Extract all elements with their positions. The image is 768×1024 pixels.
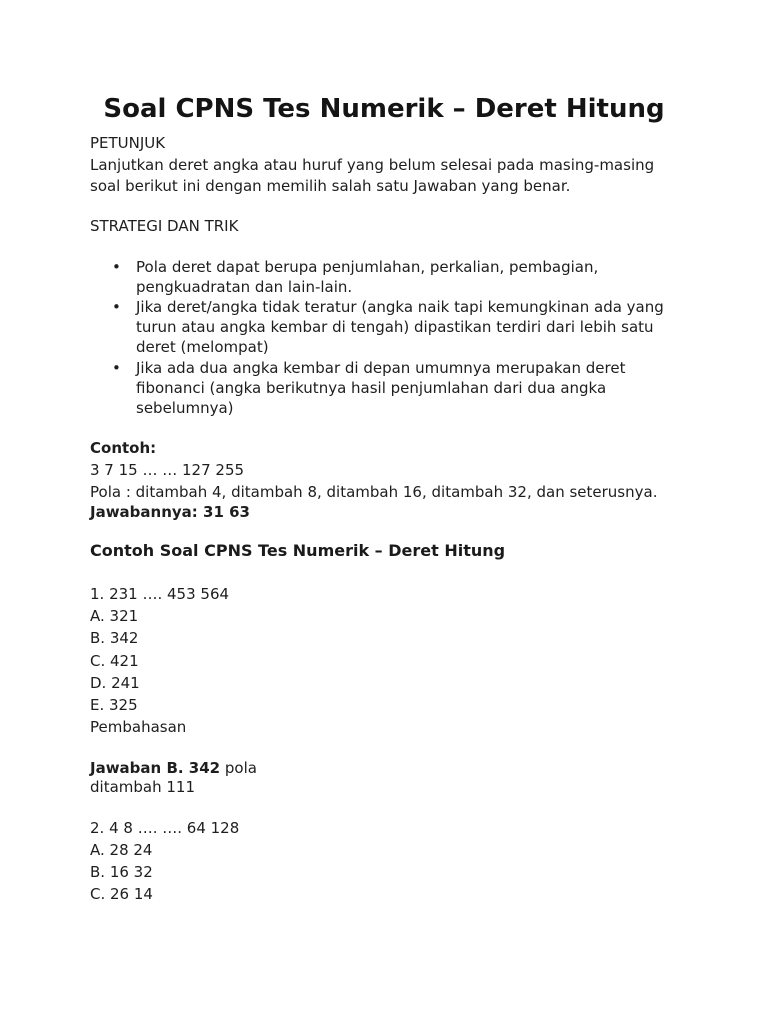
bullet-line: deret (melompat) [136, 338, 269, 356]
bullet-dot: • [112, 258, 121, 276]
answer-bold: Jawaban B. 342 [90, 759, 221, 777]
question-option: C. 26 14 [90, 885, 153, 903]
contoh-heading: Contoh: [90, 439, 157, 457]
question-option: B. 16 32 [90, 863, 153, 881]
bullet-line: turun atau angka kembar di tengah) dipastikan terdiri dari lebih satu [136, 318, 654, 336]
bullet-line: Jika deret/angka tidak teratur (angka naik tapi kemungkinan ada yang [136, 298, 664, 316]
question-text: 1. 231 …. 453 564 [90, 585, 230, 603]
petunjuk-line: soal berikut ini dengan memilih salah satu Jawaban yang benar. [90, 177, 571, 195]
page-title: Soal CPNS Tes Numerik – Deret Hitung [103, 94, 665, 124]
answer-explanation: ditambah 111 [90, 778, 195, 796]
answer-line [90, 758, 257, 778]
bullet-line: Jika ada dua angka kembar di depan umumnya merupakan deret [136, 359, 626, 377]
question-option: C. 421 [90, 652, 139, 670]
bullet-dot: • [112, 298, 121, 316]
strategi-heading: STRATEGI DAN TRIK [90, 217, 239, 235]
question-option: D. 241 [90, 674, 140, 692]
question-option: A. 28 24 [90, 841, 153, 859]
question-text: 2. 4 8 …. …. 64 128 [90, 819, 240, 837]
bullet-line: Pola deret dapat berupa penjumlahan, perkalian, pembagian, [136, 258, 599, 276]
question-option: E. 325 [90, 696, 138, 714]
answer-rest: pola [220, 759, 257, 777]
pembahasan-label: Pembahasan [90, 718, 187, 736]
question-option: B. 342 [90, 629, 139, 647]
contoh-sequence: 3 7 15 … … 127 255 [90, 461, 245, 479]
bullet-line: fibonanci (angka berikutnya hasil penjumlahan dari dua angka [136, 379, 607, 397]
question-option: A. 321 [90, 607, 139, 625]
bullet-line: sebelumnya) [136, 399, 234, 417]
contoh-jawaban: Jawabannya: 31 63 [90, 503, 250, 521]
petunjuk-heading: PETUNJUK [90, 134, 166, 152]
bullet-dot: • [112, 359, 121, 377]
petunjuk-line: Lanjutkan deret angka atau huruf yang belum selesai pada masing-masing [90, 156, 655, 174]
section-heading: Contoh Soal CPNS Tes Numerik – Deret Hitung [90, 541, 506, 560]
contoh-pola: Pola : ditambah 4, ditambah 8, ditambah 16, ditambah 32, dan seterusnya. [90, 483, 658, 501]
bullet-line: pengkuadratan dan lain-lain. [136, 278, 353, 296]
